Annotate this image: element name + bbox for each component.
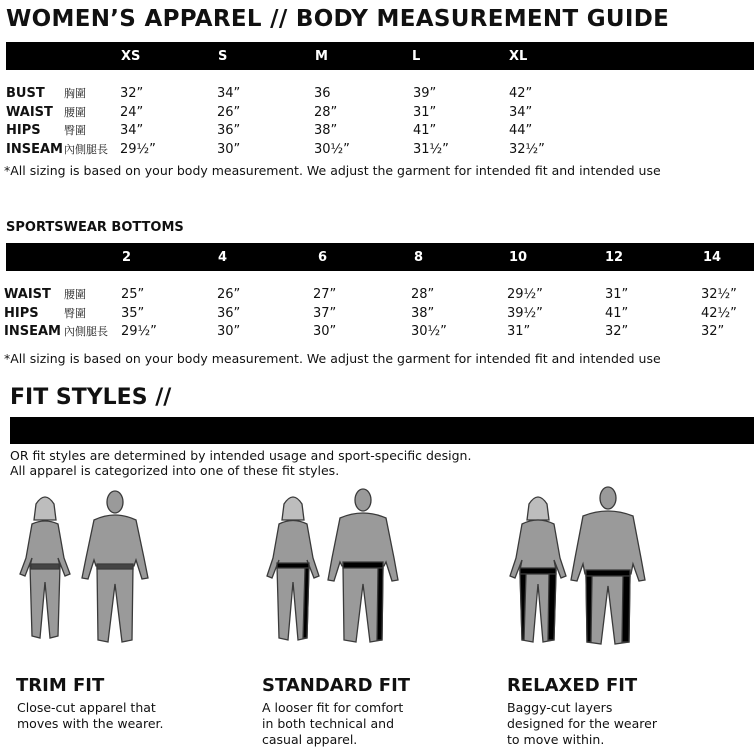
cell: 30½” [314, 142, 350, 157]
size-l: L [412, 48, 421, 64]
row-label: INSEAM [4, 324, 61, 339]
row-label: WAIST [6, 105, 53, 120]
cell: 41” [413, 123, 437, 138]
cell: 31” [605, 287, 629, 302]
row-label-cn: 腰圍 [64, 288, 86, 301]
section-heading-sportswear: SPORTSWEAR BOTTOMS [6, 220, 184, 235]
fit-styles-bar [10, 417, 754, 444]
cell: 39” [413, 86, 437, 101]
cell: 24” [120, 105, 144, 120]
cell: 30” [217, 324, 241, 339]
row-label: BUST [6, 86, 45, 101]
man-figure-icon [82, 491, 148, 642]
cell: 36 [314, 86, 331, 101]
row-label-cn: 臀圍 [64, 307, 86, 320]
cell: 27” [313, 287, 337, 302]
row-label-cn: 胸圍 [64, 87, 86, 100]
cell: 44” [509, 123, 533, 138]
row-label-cn: 臀圍 [64, 124, 86, 137]
desc-line: moves with the wearer. [17, 716, 164, 731]
cell: 32½” [509, 142, 545, 157]
cell: 42½” [701, 306, 737, 321]
table-row [4, 305, 749, 323]
standard-fit-description [262, 700, 403, 748]
relaxed-fit-title: RELAXED FIT [507, 675, 638, 696]
size-header-bar-2 [6, 243, 754, 271]
desc-line: Baggy-cut layers [507, 700, 613, 715]
row-label-cn: 腰圍 [64, 106, 86, 119]
woman-figure-icon [267, 497, 319, 640]
row-label: INSEAM [6, 142, 63, 157]
cell: 31” [507, 324, 531, 339]
cell: 34” [217, 86, 241, 101]
cell: 30½” [411, 324, 447, 339]
size-s: S [218, 48, 228, 64]
desc-line: in both technical and [262, 716, 395, 731]
cell: 29½” [507, 287, 543, 302]
fit-styles-title: FIT STYLES // [10, 385, 172, 410]
cell: 35” [121, 306, 145, 321]
cell: 34” [509, 105, 533, 120]
size-xs: XS [121, 48, 141, 64]
cell: 39½” [507, 306, 543, 321]
size-4: 4 [218, 249, 228, 265]
page-title: WOMEN’S APPAREL // BODY MEASUREMENT GUIDE [6, 6, 670, 32]
row-label-cn: 內側腿長 [64, 143, 108, 156]
row-label: HIPS [4, 306, 39, 321]
cell: 32” [701, 324, 725, 339]
cell: 25” [121, 287, 145, 302]
cell: 38” [314, 123, 338, 138]
fit-desc-line-1: OR fit styles are determined by intended usage and sport-specific design. [10, 448, 472, 463]
desc-line: Close-cut apparel that [17, 700, 156, 715]
cell: 26” [217, 105, 241, 120]
size-14: 14 [703, 249, 722, 265]
cell: 32” [120, 86, 144, 101]
size-m: M [315, 48, 328, 64]
table-row [6, 85, 706, 103]
cell: 38” [411, 306, 435, 321]
size-8: 8 [414, 249, 424, 265]
size-10: 10 [509, 249, 528, 265]
cell: 34” [120, 123, 144, 138]
cell: 30” [217, 142, 241, 157]
cell: 37” [313, 306, 337, 321]
table-row [6, 104, 706, 122]
cell: 28” [314, 105, 338, 120]
size-2: 2 [122, 249, 132, 265]
table-row [4, 323, 749, 341]
desc-line: casual apparel. [262, 732, 358, 747]
trim-fit-description [17, 700, 163, 732]
cell: 28” [411, 287, 435, 302]
fit-styles-description [10, 448, 471, 478]
cell: 29½” [121, 324, 157, 339]
trim-fit-title: TRIM FIT [16, 675, 105, 696]
desc-line: designed for the wearer [507, 716, 657, 731]
trim-fit-figures [10, 486, 160, 652]
size-xl: XL [509, 48, 528, 64]
cell: 41” [605, 306, 629, 321]
row-label: WAIST [4, 287, 51, 302]
size-12: 12 [605, 249, 624, 265]
relaxed-fit-description [507, 700, 657, 748]
table-row [6, 122, 706, 140]
standard-fit-title: STANDARD FIT [262, 675, 411, 696]
row-label-cn: 內側腿長 [64, 325, 108, 338]
sizing-note-1: *All sizing is based on your body measurement. We adjust the garment for intended fit and intended use [4, 163, 661, 178]
cell: 36” [217, 306, 241, 321]
cell: 32½” [701, 287, 737, 302]
cell: 42” [509, 86, 533, 101]
man-figure-icon [328, 489, 398, 642]
man-figure-icon [571, 487, 645, 644]
cell: 32” [605, 324, 629, 339]
sizing-note-2: *All sizing is based on your body measurement. We adjust the garment for intended fit and intended use [4, 351, 661, 366]
fit-desc-line-2: All apparel is categorized into one of these fit styles. [10, 463, 340, 478]
cell: 26” [217, 287, 241, 302]
woman-figure-icon [510, 497, 566, 642]
woman-figure-icon [20, 497, 70, 638]
relaxed-fit-figures [503, 486, 653, 652]
cell: 31½” [413, 142, 449, 157]
size-6: 6 [318, 249, 328, 265]
standard-fit-figures [258, 486, 408, 652]
cell: 30” [313, 324, 337, 339]
desc-line: A looser fit for comfort [262, 700, 404, 715]
row-label: HIPS [6, 123, 41, 138]
table-row [6, 141, 706, 159]
cell: 31” [413, 105, 437, 120]
table-row [4, 286, 749, 304]
cell: 29½” [120, 142, 156, 157]
cell: 36” [217, 123, 241, 138]
desc-line: to move within. [507, 732, 605, 747]
size-header-bar-1 [6, 42, 754, 70]
